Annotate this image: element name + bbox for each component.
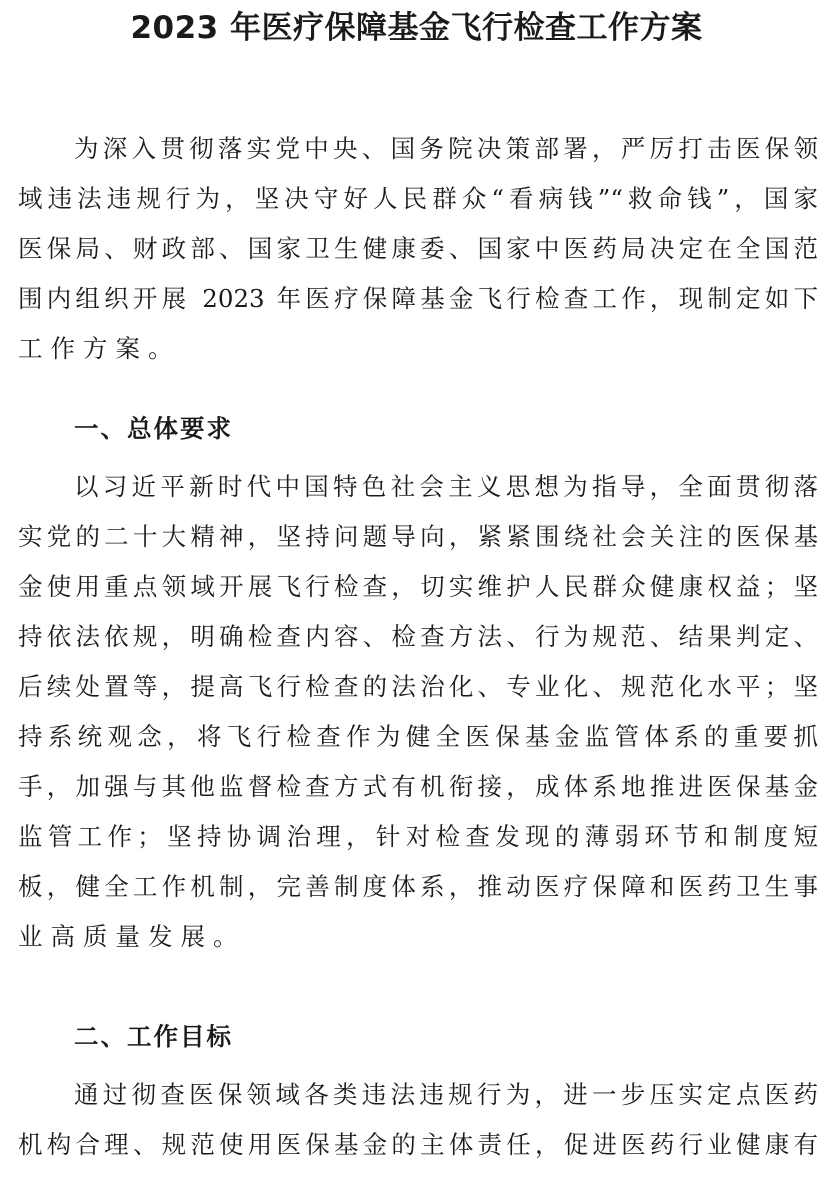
section2-line-1: 通过彻查医保领域各类违法违规行为，进一步压实定点医药	[74, 1080, 818, 1109]
section1-line-3: 金使用重点领域开展飞行检查，切实维护人民群众健康权益；坚	[18, 572, 818, 601]
section1-line-1: 以习近平新时代中国特色社会主义思想为指导，全面贯彻落	[74, 472, 818, 501]
intro-line-2: 域违法违规行为，坚决守好人民群众“看病钱”“救命钱”，国家	[18, 184, 818, 213]
section1-line-6: 持系统观念，将飞行检查作为健全医保基金监管体系的重要抓	[18, 722, 818, 751]
section1-line-7: 手，加强与其他监督检查方式有机衔接，成体系地推进医保基金	[18, 772, 818, 801]
section1-line-9: 板，健全工作机制，完善制度体系，推动医疗保障和医药卫生事	[18, 872, 818, 901]
section-heading-work-goals: 二、工作目标	[74, 1022, 233, 1051]
section1-line-10: 业高质量发展。	[18, 922, 246, 951]
section1-line-4: 持依法依规，明确检查内容、检查方法、行为规范、结果判定、	[18, 622, 818, 651]
intro-line-3: 医保局、财政部、国家卫生健康委、国家中医药局决定在全国范	[18, 234, 818, 263]
section1-line-8: 监管工作；坚持协调治理，针对检查发现的薄弱环节和制度短	[18, 822, 818, 851]
section1-line-2: 实党的二十大精神，坚持问题导向，紧紧围绕社会关注的医保基	[18, 522, 818, 551]
section2-line-2: 机构合理、规范使用医保基金的主体责任，促进医药行业健康有	[18, 1130, 818, 1159]
section1-line-5: 后续处置等，提高飞行检查的法治化、专业化、规范化水平；坚	[18, 672, 818, 701]
section-heading-overall-requirements: 一、总体要求	[74, 414, 233, 443]
intro-line-4: 围内组织开展 2023 年医疗保障基金飞行检查工作，现制定如下	[18, 284, 818, 313]
document-title: 2023 年医疗保障基金飞行检查工作方案	[130, 10, 703, 46]
intro-line-5: 工作方案。	[18, 334, 181, 363]
intro-line-1: 为深入贯彻落实党中央、国务院决策部署，严厉打击医保领	[74, 134, 818, 163]
